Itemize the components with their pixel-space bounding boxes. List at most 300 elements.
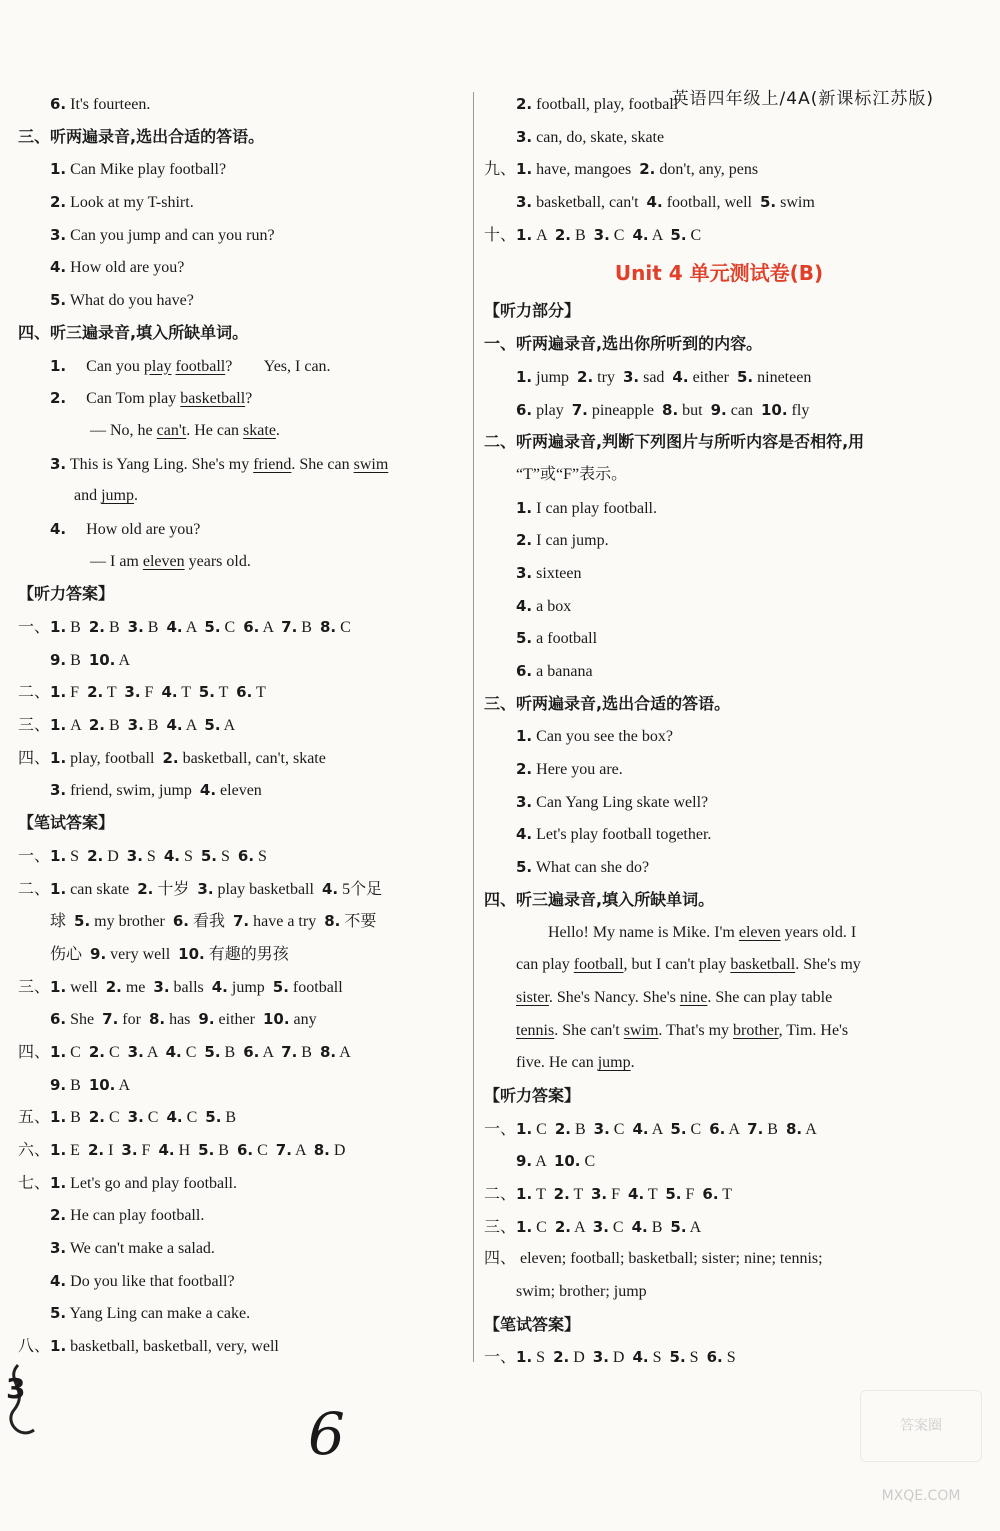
- answer-line: [484, 557, 954, 590]
- item-number: 1.: [516, 1348, 533, 1367]
- filled-answer: friend: [253, 455, 292, 473]
- line-text: C: [686, 1120, 710, 1138]
- line-text: 三、听两遍录音,选出合适的答语。: [18, 126, 265, 146]
- section-heading: [18, 317, 470, 350]
- item-number: 2.: [50, 1206, 67, 1225]
- item-number: 3.: [127, 618, 144, 636]
- line-text: B: [220, 1043, 244, 1061]
- item-number: 4.: [50, 1271, 67, 1290]
- line-text: D: [608, 1349, 633, 1367]
- item-number: 5.: [760, 193, 777, 212]
- line-text: eleven: [216, 782, 262, 800]
- line-text: I: [104, 1142, 122, 1159]
- answer-line: [18, 938, 470, 971]
- item-number: 3.: [124, 683, 141, 702]
- answer-line: [484, 753, 954, 786]
- filled-answer: football: [175, 357, 226, 375]
- answer-line: [18, 382, 470, 415]
- line-text: very well: [106, 945, 179, 963]
- line-text: B: [570, 226, 594, 244]
- line-text: 一、: [484, 1349, 517, 1367]
- item-number: 1.: [516, 160, 533, 179]
- item-number: 1.: [50, 1141, 67, 1159]
- item-number: 5.: [74, 912, 91, 931]
- item-number: 6.: [709, 1119, 726, 1138]
- line-text: He can play football.: [66, 1207, 205, 1225]
- item-number: 9.: [710, 400, 727, 419]
- item-number: 8.: [319, 1042, 337, 1061]
- item-number: 6.: [172, 912, 189, 931]
- line-text: sad: [639, 368, 673, 386]
- line-text: B: [66, 619, 89, 636]
- line-text: don't, any, pens: [655, 161, 759, 179]
- line-text: 伤心: [50, 945, 91, 963]
- line-text: .: [134, 487, 138, 505]
- item-number: 1.: [516, 498, 533, 517]
- item-number: 5.: [670, 1119, 687, 1138]
- line-text: . That's my: [658, 1021, 734, 1039]
- line-text: try: [593, 368, 623, 386]
- filled-answer: eleven: [738, 923, 781, 941]
- item-number: 7.: [747, 1119, 764, 1138]
- section-heading: [484, 426, 954, 459]
- page-header: 英语四年级上/4A(新课标江苏版): [671, 89, 934, 109]
- answer-line: [484, 1178, 954, 1211]
- line-text: She: [66, 1011, 103, 1029]
- item-number: 1.: [50, 748, 67, 767]
- item-number: 4.: [166, 1108, 183, 1127]
- line-text: C: [336, 619, 351, 636]
- line-text: A: [532, 226, 555, 244]
- filled-answer: nine: [679, 988, 708, 1006]
- answer-line: [18, 644, 470, 677]
- line-text: 四、 eleven; football; basketball; sister; nine; tennis;: [484, 1250, 823, 1268]
- answer-line: [18, 284, 470, 317]
- line-text: What do you have?: [66, 292, 194, 310]
- line-text: T: [569, 1186, 591, 1203]
- item-number: 2.: [105, 977, 122, 996]
- line-text: A: [648, 1120, 671, 1138]
- answer-line: [484, 1276, 954, 1309]
- item-number: 1.: [516, 1185, 533, 1203]
- item-number: 1.: [50, 1108, 67, 1127]
- answer-line: [484, 186, 954, 219]
- line-text: “T”或“F”表示。: [516, 465, 628, 483]
- line-text: either: [688, 368, 737, 386]
- line-text: T: [177, 684, 199, 702]
- line-text: C: [609, 226, 633, 244]
- line-text: A: [220, 717, 236, 735]
- line-text: What can she do?: [532, 859, 650, 877]
- line-text: B: [214, 1142, 237, 1159]
- answer-line: [18, 905, 470, 938]
- line-text: A: [532, 1153, 554, 1171]
- line-text: C: [580, 1153, 596, 1171]
- item-number: 5.: [205, 1108, 222, 1127]
- item-number: 4.: [632, 1348, 649, 1367]
- line-text: basketball, can't: [532, 194, 647, 212]
- section-heading: [18, 578, 470, 611]
- item-number: 7.: [281, 1042, 298, 1061]
- section-heading: [484, 1080, 954, 1113]
- answer-line: [18, 153, 470, 186]
- line-text: and: [74, 487, 102, 505]
- line-text: 二、: [18, 684, 51, 702]
- item-number: 4.: [161, 683, 178, 702]
- answer-line: [18, 1232, 470, 1265]
- line-text: 不要: [340, 913, 377, 931]
- line-text: basketball, can't, skate: [178, 749, 326, 767]
- answer-line: [484, 459, 954, 492]
- line-text: S: [254, 847, 267, 865]
- line-text: . She's my: [795, 956, 861, 974]
- filled-answer: brother: [733, 1021, 779, 1039]
- item-number: 6.: [243, 1042, 260, 1061]
- line-text: . He can: [186, 421, 244, 439]
- line-text: B: [143, 619, 167, 636]
- filled-answer: basketball: [730, 956, 796, 974]
- line-text: T: [644, 1186, 666, 1203]
- answer-line: [18, 971, 470, 1004]
- item-number: 4.: [628, 1185, 645, 1203]
- line-text: play, football: [66, 749, 163, 767]
- line-text: Can Tom play: [66, 390, 181, 408]
- item-number: 5.: [204, 618, 221, 636]
- line-text: 四、听三遍录音,填入所缺单词。: [18, 322, 249, 342]
- item-number: 1.: [516, 225, 533, 244]
- answer-line: [484, 219, 954, 252]
- answer-line: [18, 1036, 470, 1069]
- line-text: S: [648, 1349, 670, 1367]
- answer-line: [484, 818, 954, 851]
- line-text: T: [252, 684, 266, 702]
- line-text: Yang Ling can make a cake.: [66, 1305, 251, 1323]
- item-number: 3.: [197, 879, 214, 898]
- answer-line: [18, 480, 470, 513]
- item-number: 1.: [50, 618, 67, 636]
- item-number: 4.: [50, 519, 67, 538]
- answer-line: [484, 917, 954, 950]
- section-heading: [484, 884, 954, 917]
- left-column: [18, 88, 470, 1363]
- answer-line: [18, 219, 470, 252]
- line-text: C: [104, 1109, 128, 1127]
- item-number: 2.: [554, 225, 571, 244]
- answer-line: [18, 840, 470, 873]
- answer-line: [484, 492, 954, 525]
- line-text: B: [143, 717, 167, 735]
- item-number: 6.: [50, 1010, 67, 1029]
- line-text: but: [678, 401, 711, 419]
- item-number: 4.: [166, 618, 183, 636]
- line-text: How old are you?: [66, 259, 185, 277]
- line-text: Unit 4 单元测试卷(B): [614, 261, 824, 286]
- line-text: 十岁: [153, 880, 198, 898]
- item-number: 2.: [639, 160, 656, 179]
- line-text: well: [66, 978, 106, 996]
- item-number: 5.: [198, 1141, 215, 1159]
- line-text: B: [570, 1120, 594, 1138]
- item-number: 3.: [592, 1217, 609, 1236]
- item-number: 2.: [137, 879, 154, 898]
- line-text: any: [289, 1011, 317, 1029]
- line-text: A: [259, 619, 282, 636]
- item-number: 4.: [631, 1217, 648, 1236]
- answer-line: [484, 949, 954, 982]
- line-text: swim; brother; jump: [516, 1283, 647, 1301]
- item-number: 1.: [516, 1119, 533, 1138]
- line-text: have a try: [249, 913, 325, 931]
- item-number: 10.: [760, 400, 788, 419]
- line-text: . She can play table: [707, 988, 833, 1006]
- answer-line: [18, 1134, 470, 1167]
- line-text: I can jump.: [532, 532, 609, 550]
- line-text: I can play football.: [532, 499, 657, 517]
- item-number: 1.: [50, 160, 67, 179]
- item-number: 4.: [50, 258, 67, 277]
- line-text: Let's go and play football.: [66, 1174, 237, 1192]
- line-text: a box: [532, 597, 572, 615]
- line-text: 三、: [18, 717, 51, 735]
- section-heading: [484, 295, 954, 328]
- line-text: 一、: [18, 847, 51, 865]
- line-text: B: [763, 1120, 786, 1138]
- line-text: C: [532, 1218, 555, 1236]
- filled-answer: swim: [623, 1021, 659, 1039]
- filled-answer: sister: [516, 988, 549, 1006]
- item-number: 5.: [272, 977, 289, 996]
- line-text: Hello! My name is Mike. I'm: [540, 923, 739, 941]
- section-heading: [18, 121, 470, 154]
- line-text: sixteen: [532, 564, 582, 582]
- item-number: 3.: [127, 716, 144, 735]
- filled-answer: can't: [156, 421, 187, 439]
- section-heading: [484, 688, 954, 721]
- item-number: 1.: [50, 356, 67, 375]
- item-number: 6.: [516, 662, 533, 680]
- line-text: 四、听三遍录音,填入所缺单词。: [484, 889, 715, 909]
- answer-line: [484, 524, 954, 557]
- item-number: 1.: [50, 683, 67, 702]
- line-text: Let's play football together.: [532, 826, 712, 844]
- answer-line: [484, 361, 954, 394]
- section-heading: [18, 807, 470, 840]
- line-text: football, well: [662, 194, 760, 212]
- line-text: — I am: [90, 552, 143, 570]
- item-number: 1.: [50, 879, 67, 898]
- item-number: 3.: [50, 225, 67, 244]
- item-number: 9.: [198, 1010, 215, 1029]
- item-number: 6.: [243, 618, 260, 636]
- line-text: 看我: [188, 913, 233, 931]
- line-text: can skate: [66, 880, 138, 898]
- item-number: 3.: [126, 846, 143, 865]
- line-text: T: [214, 684, 237, 702]
- line-text: C: [66, 1043, 89, 1061]
- line-text: fly: [787, 401, 810, 419]
- line-text: A: [291, 1142, 314, 1159]
- item-number: 4.: [632, 1119, 649, 1138]
- section-heading: [484, 1309, 954, 1342]
- line-text: S: [179, 847, 201, 865]
- line-text: 四、: [18, 1043, 51, 1061]
- item-number: 10.: [553, 1152, 581, 1171]
- line-text: B: [647, 1218, 671, 1236]
- line-text: Can Mike play football?: [66, 161, 227, 179]
- answer-line: [484, 121, 954, 154]
- right-column: [484, 88, 954, 1374]
- item-number: 7.: [281, 618, 298, 636]
- answer-line: [18, 513, 470, 546]
- line-text: . She's Nancy. She's: [548, 988, 680, 1006]
- item-number: 2.: [516, 531, 533, 550]
- item-number: 6.: [702, 1185, 719, 1203]
- line-text: Can you see the box?: [532, 728, 673, 746]
- line-text: F: [66, 684, 88, 702]
- item-number: 2.: [87, 1141, 105, 1159]
- answer-line: [484, 153, 954, 186]
- item-number: 4.: [166, 716, 183, 735]
- line-text: C: [686, 226, 702, 244]
- item-number: 8.: [324, 912, 341, 931]
- answer-line: [18, 709, 470, 742]
- line-text: balls: [169, 978, 212, 996]
- answer-line: [484, 88, 954, 121]
- item-number: 2.: [50, 193, 67, 212]
- line-text: 七、: [18, 1174, 51, 1192]
- item-number: 6.: [50, 95, 67, 113]
- line-text: E: [66, 1142, 88, 1159]
- item-number: 5.: [204, 1042, 221, 1061]
- item-number: 3.: [593, 1119, 610, 1138]
- answer-line: [484, 655, 954, 688]
- line-text: a banana: [532, 663, 593, 680]
- line-text: S: [142, 847, 164, 865]
- line-text: B: [66, 651, 89, 669]
- line-text: 六、: [18, 1142, 51, 1159]
- line-text: A: [259, 1043, 282, 1061]
- item-number: 2.: [553, 1185, 570, 1203]
- section-heading: [484, 328, 954, 361]
- item-number: 2.: [88, 1042, 105, 1061]
- line-text: This is Yang Ling. She's my: [66, 455, 254, 473]
- item-number: 5.: [200, 846, 217, 865]
- line-text: years old.: [184, 552, 251, 570]
- filled-answer: eleven: [142, 552, 185, 570]
- answer-line: [484, 1047, 954, 1080]
- item-number: 5.: [736, 367, 754, 386]
- item-number: 2.: [88, 716, 105, 735]
- line-text: — No, he: [90, 421, 157, 439]
- answer-line: [18, 1330, 470, 1363]
- line-text: A: [725, 1120, 748, 1138]
- line-text: A: [66, 717, 89, 735]
- item-number: 6.: [237, 846, 255, 865]
- item-number: 8.: [662, 400, 679, 419]
- item-number: 5.: [670, 225, 687, 244]
- item-number: 7.: [571, 400, 588, 419]
- line-text: C: [143, 1109, 167, 1127]
- answer-line: [484, 1211, 954, 1244]
- answer-line: [484, 851, 954, 884]
- line-text: 八、: [18, 1338, 51, 1356]
- item-number: 10.: [262, 1010, 290, 1029]
- item-number: 3.: [516, 193, 533, 212]
- line-text: nineteen: [753, 368, 812, 386]
- item-number: 4.: [321, 879, 339, 898]
- line-text: swim: [776, 194, 815, 212]
- item-number: 3.: [516, 127, 533, 146]
- line-text: me: [121, 978, 154, 996]
- line-text: 【听力答案】: [18, 584, 115, 604]
- line-text: jump: [532, 368, 578, 386]
- item-number: 3.: [127, 1108, 144, 1127]
- item-number: 1.: [516, 727, 533, 746]
- line-text: 三、: [18, 978, 51, 996]
- line-text: 二、: [18, 880, 51, 898]
- item-number: 5.: [669, 1348, 686, 1367]
- line-text: D: [329, 1142, 346, 1159]
- line-text: A: [802, 1120, 817, 1138]
- line-text: A: [648, 226, 671, 244]
- line-text: F: [140, 684, 162, 702]
- item-number: 4.: [158, 1141, 175, 1159]
- line-text: B: [104, 619, 128, 636]
- line-text: B: [297, 1043, 320, 1061]
- answer-line: [18, 415, 470, 448]
- item-number: 6.: [516, 400, 533, 419]
- line-text: Can you: [66, 357, 144, 375]
- line-text: football, play, football: [532, 96, 679, 113]
- item-number: 7.: [275, 1141, 292, 1159]
- item-number: 2.: [554, 1119, 571, 1138]
- item-number: 8.: [148, 1010, 166, 1029]
- answer-line: [484, 720, 954, 753]
- item-number: 3.: [50, 1239, 67, 1258]
- line-text: a football: [532, 630, 598, 648]
- item-number: 9.: [90, 944, 107, 963]
- filled-answer: jump: [597, 1054, 631, 1072]
- line-text: C: [608, 1218, 632, 1236]
- line-text: B: [66, 1109, 89, 1127]
- line-text: T: [532, 1186, 554, 1203]
- line-text: ?: [245, 390, 253, 408]
- item-number: 4.: [163, 846, 180, 865]
- line-text: ? Yes, I can.: [225, 357, 331, 375]
- line-text: F: [137, 1142, 159, 1159]
- line-text: It's fourteen.: [66, 96, 151, 113]
- answer-line: [484, 394, 954, 427]
- item-number: 2.: [162, 748, 179, 767]
- item-number: 5.: [198, 683, 215, 702]
- line-text: S: [66, 847, 88, 865]
- line-text: 【听力答案】: [484, 1085, 581, 1105]
- line-text: .: [275, 421, 280, 439]
- line-text: H: [174, 1142, 199, 1159]
- item-number: 2.: [553, 1348, 570, 1367]
- item-number: 1.: [50, 716, 67, 735]
- line-text: basketball, basketball, very, well: [66, 1338, 279, 1356]
- line-text: five. He can: [516, 1054, 598, 1072]
- line-text: A: [686, 1218, 702, 1236]
- answer-line: [484, 622, 954, 655]
- item-number: 9.: [50, 650, 67, 669]
- item-number: 2.: [88, 618, 105, 636]
- line-text: C: [609, 1120, 633, 1138]
- answer-line: [484, 1015, 954, 1048]
- answer-line: [18, 448, 470, 481]
- item-number: 3.: [590, 1185, 608, 1203]
